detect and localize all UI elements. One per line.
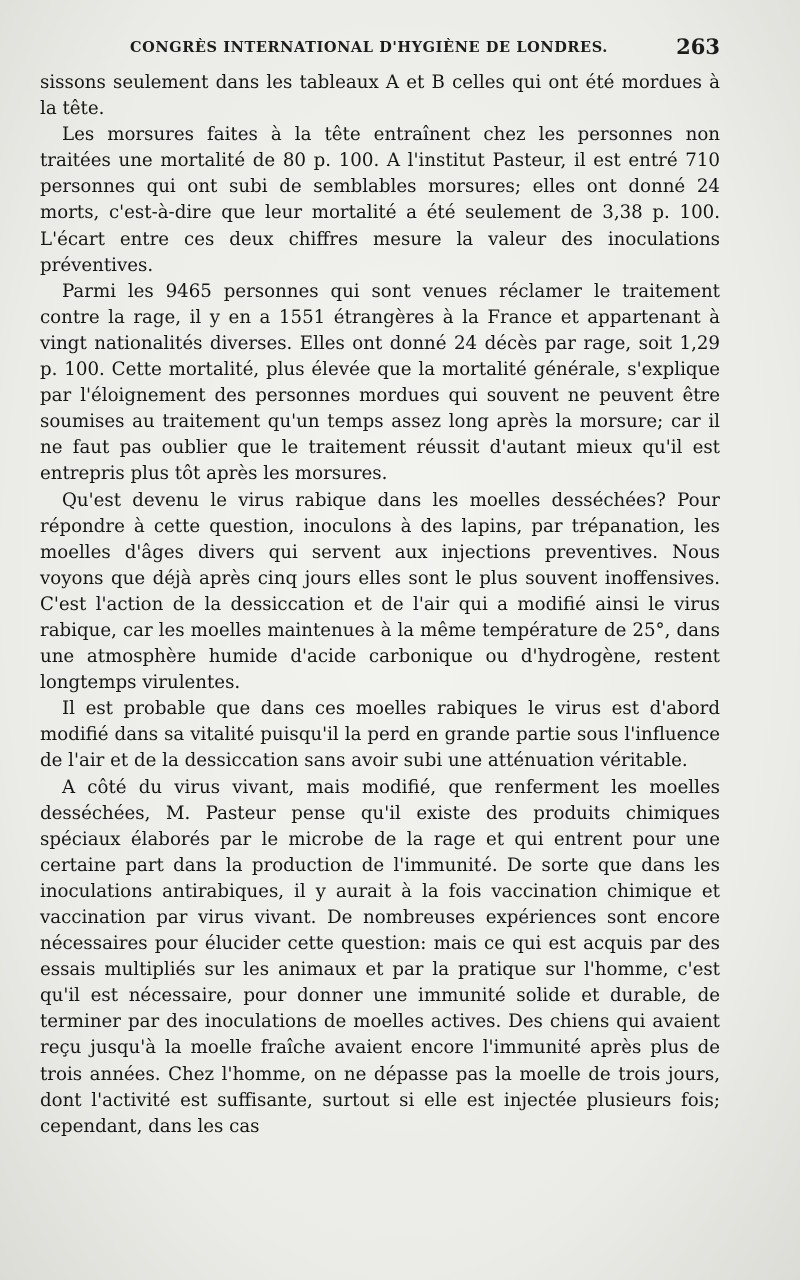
paragraph: A côté du virus vivant, mais modifié, que renferment les moelles desséchées, M. Pasteur pense qu'il existe des produits chimiques spéciaux élaborés par le microbe de la rage et qui entrent pour une certaine part dans la production de l'immunité. De sorte que dans les inoculations antirabiques, il y aurait à la fois vaccination chimique et vaccination par virus vivant. De nombreuses expériences sont encore nécessaires pour élucider cette question: mais ce qui est acquis par des essais multipliés sur les animaux et par la pratique sur l'homme, c'est qu'il est nécessaire, pour donner une immunité solide et durable, de terminer par des inoculations de moelles actives. Des chiens qui avaient reçu jusqu'à la moelle fraîche avaient encore l'immunité après plus de trois années. Chez l'homme, on ne dépasse pas la moelle de trois jours, dont l'activité est suffisante, surtout si elle est injectée plusieurs fois; cependant, dans les cas	[40, 776, 720, 1137]
paragraph: Qu'est devenu le virus rabique dans les moelles desséchées? Pour répondre à cette question, inoculons à des lapins, par trépanation, les moelles d'âges divers qui servent aux injections preventives. Nous voyons que déjà après cinq jours elles sont le plus souvent inoffensives. C'est l'action de la dessiccation et de l'air qui a modifié ainsi le virus rabique, car les moelles maintenues à la même température de 25°, dans une atmosphère humide d'acide carbonique ou d'hydrogène, restent longtemps virulentes.	[40, 489, 720, 694]
page-number: 263	[676, 34, 720, 59]
paragraph: Les morsures faites à la tête entraînent chez les personnes non traitées une mortalité de 80 p. 100. A l'institut Pasteur, il est entré 710 personnes qui ont subi de semblables morsures; elles ont donné 24 morts, c'est-à-dire que leur mortalité a été seulement de 3,38 p. 100. L'écart entre ces deux chiffres mesure la valeur des inoculations préventives.	[40, 124, 720, 276]
paragraph: Parmi les 9465 personnes qui sont venues réclamer le traitement contre la rage, il y en a 1551 étrangères à la France et appartenant à vingt nationalités diverses. Elles ont donné 24 décès par rage, soit 1,29 p. 100. Cette mortalité, plus élevée que la mortalité générale, s'explique par l'éloignement des personnes mordues qui souvent ne peuvent être soumises au traitement qu'un temps assez long après la morsure; car il ne faut pas oublier que le traitement réussit d'autant mieux qu'il est entrepris plus tôt après les morsures.	[40, 280, 720, 485]
paragraph: sissons seulement dans les tableaux A et B celles qui ont été mordues à la tête.	[40, 72, 720, 120]
running-title: CONGRÈS INTERNATIONAL D'HYGIÈNE DE LONDRES.	[130, 39, 608, 56]
paragraph: Il est probable que dans ces moelles rabiques le virus est d'abord modifié dans sa vitalité puisqu'il la perd en grande partie sous l'influence de l'air et de la dessiccation sans avoir subi une atténuation véritable.	[40, 698, 720, 772]
page-header	[40, 34, 720, 64]
body-text	[40, 70, 720, 1140]
